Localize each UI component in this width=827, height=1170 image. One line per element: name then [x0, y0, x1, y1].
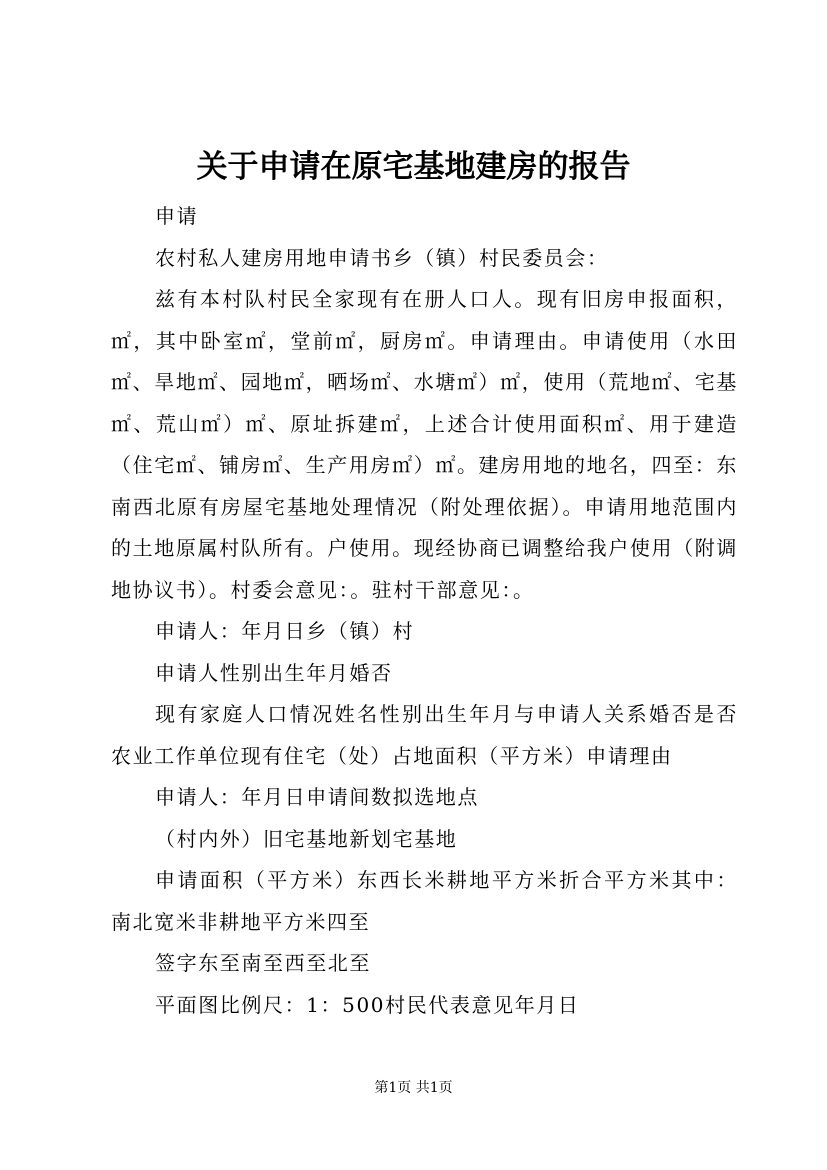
paragraph-main-statement: 兹有本村队村民全家现有在册人口人。现有旧房申报面积，㎡，其中卧室㎡，堂前㎡，厨房㎡。申请理由。申请使用（水田㎡、旱地㎡、园地㎡，晒场㎡、水塘㎡）㎡，使用（荒地㎡、宅基㎡、荒山㎡）㎡、原址拆建㎡，上述合计使用面积㎡、用于建造（住宅㎡、铺房㎡、生产用房㎡）㎡。建房用地的地名，四至：东南西北原有房屋宅基地处理情况（附处理依据）。申请用地范围内的土地原属村队所有。户使用。现经协商已调整给我户使用（附调地协议书）。村委会意见：。驻村干部意见：。 — [111, 287, 738, 602]
page-footer: 第1页 共1页 — [374, 1080, 453, 1096]
paragraph-apply: 申请 — [155, 204, 199, 228]
document-title: 关于申请在原宅基地建房的报告 — [196, 149, 631, 185]
paragraph-applicant-info: 申请人性别出生年月婚否 — [155, 660, 393, 685]
paragraph-addressee: 农村私人建房用地申请书乡（镇）村民委员会： — [155, 245, 609, 270]
paragraph-area: 申请面积（平方米）东西长米耕地平方米折合平方米其中：南北宽米非耕地平方米四至 — [111, 868, 738, 934]
paragraph-homestead: （村内外）旧宅基地新划宅基地 — [155, 826, 458, 851]
paragraph-applicant-rooms: 申请人：年月日申请间数拟选地点 — [155, 785, 479, 809]
paragraph-plan-scale: 平面图比例尺：1：500村民代表意见年月日 — [155, 992, 580, 1017]
paragraph-family-info: 现有家庭人口情况姓名性别出生年月与申请人关系婚否是否农业工作单位现有住宅（处）占地面积（平方米）申请理由 — [111, 702, 738, 768]
document-body — [111, 196, 738, 1026]
paragraph-signature: 签字东至南至西至北至 — [155, 951, 371, 975]
paragraph-applicant-date: 申请人：年月日乡（镇）村 — [155, 619, 415, 643]
